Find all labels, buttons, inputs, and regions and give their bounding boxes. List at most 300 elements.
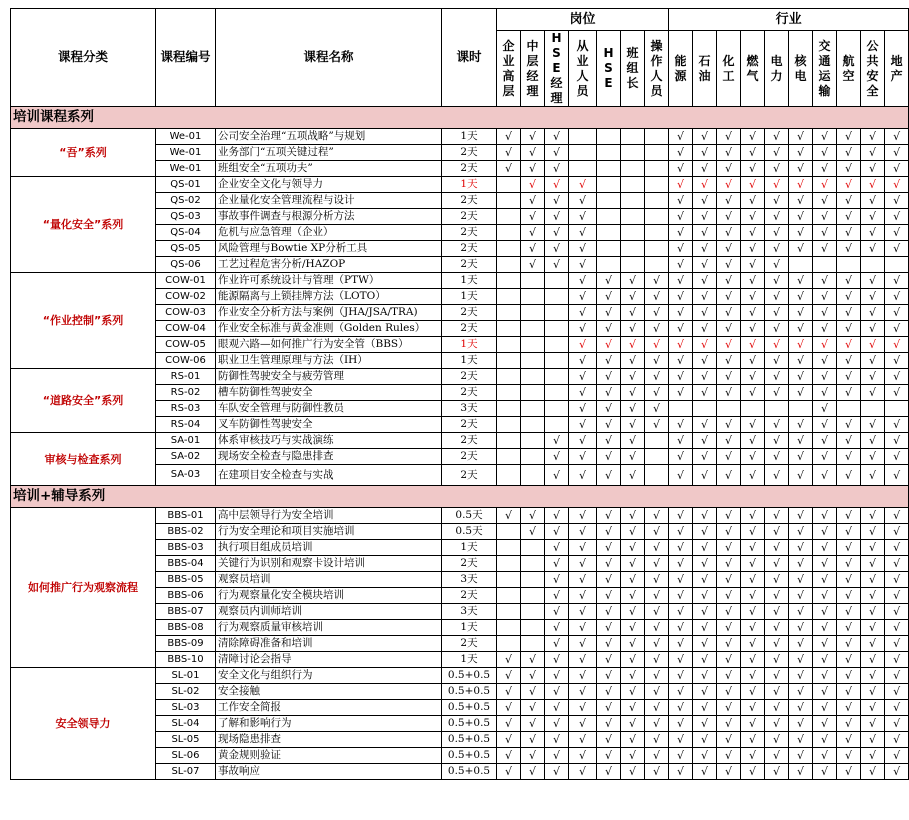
check-cell: √ bbox=[497, 161, 521, 177]
check-cell: √ bbox=[885, 748, 909, 764]
check-cell bbox=[521, 305, 545, 321]
check-cell: √ bbox=[837, 209, 861, 225]
check-cell: √ bbox=[569, 604, 597, 620]
check-cell bbox=[521, 273, 545, 289]
course-code: BBS-07 bbox=[156, 604, 216, 620]
check-cell bbox=[497, 620, 521, 636]
check-cell: √ bbox=[789, 225, 813, 241]
course-code: We-01 bbox=[156, 145, 216, 161]
check-cell: √ bbox=[837, 161, 861, 177]
check-cell: √ bbox=[545, 449, 569, 465]
check-cell: √ bbox=[545, 508, 569, 524]
course-name: 高中层领导行为安全培训 bbox=[216, 508, 442, 524]
check-cell: √ bbox=[741, 257, 765, 273]
header-char: 公 bbox=[866, 38, 879, 53]
check-cell: √ bbox=[621, 524, 645, 540]
check-cell: √ bbox=[521, 748, 545, 764]
check-cell: √ bbox=[885, 668, 909, 684]
check-cell bbox=[645, 449, 669, 465]
check-cell bbox=[645, 433, 669, 449]
table-row bbox=[11, 273, 909, 289]
check-cell: √ bbox=[813, 732, 837, 748]
check-cell: √ bbox=[545, 433, 569, 449]
header-char: 共 bbox=[866, 53, 879, 68]
check-cell bbox=[497, 321, 521, 337]
check-cell: √ bbox=[597, 321, 621, 337]
check-cell: √ bbox=[645, 572, 669, 588]
check-cell: √ bbox=[621, 668, 645, 684]
check-cell: √ bbox=[669, 604, 693, 620]
check-cell: √ bbox=[861, 353, 885, 369]
check-cell: √ bbox=[813, 652, 837, 668]
section-row bbox=[11, 107, 909, 129]
header-char: 电 bbox=[794, 68, 807, 83]
check-cell: √ bbox=[669, 145, 693, 161]
header-char: 企 bbox=[502, 38, 515, 53]
check-cell: √ bbox=[597, 620, 621, 636]
header-char: 员 bbox=[650, 83, 663, 98]
check-cell: √ bbox=[645, 321, 669, 337]
check-cell: √ bbox=[693, 257, 717, 273]
header-char: E bbox=[552, 61, 561, 75]
header-char: 力 bbox=[770, 68, 783, 83]
course-hours: 2天 bbox=[442, 209, 497, 225]
check-cell bbox=[497, 604, 521, 620]
check-cell: √ bbox=[621, 684, 645, 700]
course-hours: 0.5+0.5 bbox=[442, 764, 497, 780]
check-cell: √ bbox=[545, 524, 569, 540]
course-code: BBS-10 bbox=[156, 652, 216, 668]
header-char: 能 bbox=[674, 53, 687, 68]
check-cell: √ bbox=[837, 684, 861, 700]
check-cell: √ bbox=[717, 145, 741, 161]
check-cell: √ bbox=[813, 369, 837, 385]
check-cell: √ bbox=[569, 417, 597, 433]
course-name: 关键行为识别和观察卡设计培训 bbox=[216, 556, 442, 572]
check-cell: √ bbox=[569, 385, 597, 401]
check-cell: √ bbox=[813, 604, 837, 620]
check-cell: √ bbox=[717, 241, 741, 257]
course-hours: 1天 bbox=[442, 177, 497, 193]
check-cell: √ bbox=[789, 524, 813, 540]
header-char: 层 bbox=[502, 83, 515, 98]
check-cell: √ bbox=[669, 353, 693, 369]
check-cell: √ bbox=[645, 668, 669, 684]
course-hours: 0.5+0.5 bbox=[442, 732, 497, 748]
check-cell: √ bbox=[597, 353, 621, 369]
check-cell: √ bbox=[765, 716, 789, 732]
check-cell: √ bbox=[645, 588, 669, 604]
check-cell: √ bbox=[885, 636, 909, 652]
check-cell: √ bbox=[645, 305, 669, 321]
course-name: 作业许可系统设计与管理（PTW） bbox=[216, 273, 442, 289]
check-cell: √ bbox=[861, 572, 885, 588]
header-char: 人 bbox=[650, 68, 663, 83]
check-cell: √ bbox=[813, 716, 837, 732]
check-cell: √ bbox=[717, 417, 741, 433]
course-hours: 2天 bbox=[442, 193, 497, 209]
industry-header bbox=[837, 31, 861, 107]
header-char: 空 bbox=[842, 68, 855, 83]
check-cell bbox=[545, 305, 569, 321]
check-cell: √ bbox=[861, 417, 885, 433]
check-cell: √ bbox=[813, 508, 837, 524]
check-cell: √ bbox=[621, 305, 645, 321]
table-row bbox=[11, 177, 909, 193]
check-cell: √ bbox=[885, 225, 909, 241]
check-cell: √ bbox=[669, 129, 693, 145]
course-code: RS-02 bbox=[156, 385, 216, 401]
check-cell: √ bbox=[765, 273, 789, 289]
check-cell: √ bbox=[885, 508, 909, 524]
check-cell bbox=[597, 177, 621, 193]
check-cell: √ bbox=[597, 465, 621, 486]
check-cell: √ bbox=[789, 449, 813, 465]
check-cell: √ bbox=[693, 684, 717, 700]
position-header bbox=[497, 31, 521, 107]
check-cell: √ bbox=[621, 385, 645, 401]
check-cell: √ bbox=[669, 209, 693, 225]
check-cell bbox=[837, 257, 861, 273]
course-hours: 1天 bbox=[442, 353, 497, 369]
check-cell: √ bbox=[741, 764, 765, 780]
check-cell: √ bbox=[813, 145, 837, 161]
industry-header bbox=[861, 31, 885, 107]
check-cell: √ bbox=[621, 273, 645, 289]
course-hours: 2天 bbox=[442, 225, 497, 241]
check-cell: √ bbox=[569, 716, 597, 732]
course-name: 防御性驾驶安全与疲劳管理 bbox=[216, 369, 442, 385]
check-cell: √ bbox=[837, 620, 861, 636]
check-cell: √ bbox=[669, 620, 693, 636]
course-hours: 2天 bbox=[442, 161, 497, 177]
check-cell: √ bbox=[621, 337, 645, 353]
check-cell: √ bbox=[621, 620, 645, 636]
course-name: 事故响应 bbox=[216, 764, 442, 780]
check-cell: √ bbox=[669, 257, 693, 273]
check-cell: √ bbox=[693, 433, 717, 449]
check-cell bbox=[497, 524, 521, 540]
check-cell: √ bbox=[597, 588, 621, 604]
table-body bbox=[11, 107, 909, 780]
check-cell: √ bbox=[885, 321, 909, 337]
check-cell bbox=[645, 241, 669, 257]
check-cell: √ bbox=[545, 764, 569, 780]
check-cell: √ bbox=[789, 732, 813, 748]
check-cell: √ bbox=[645, 764, 669, 780]
check-cell: √ bbox=[837, 700, 861, 716]
check-cell: √ bbox=[621, 764, 645, 780]
course-hours: 1天 bbox=[442, 273, 497, 289]
check-cell: √ bbox=[693, 209, 717, 225]
check-cell: √ bbox=[521, 193, 545, 209]
check-cell: √ bbox=[861, 604, 885, 620]
check-cell: √ bbox=[545, 177, 569, 193]
check-cell: √ bbox=[789, 572, 813, 588]
check-cell: √ bbox=[741, 652, 765, 668]
check-cell: √ bbox=[717, 540, 741, 556]
check-cell: √ bbox=[741, 748, 765, 764]
check-cell: √ bbox=[861, 449, 885, 465]
check-cell: √ bbox=[813, 572, 837, 588]
check-cell: √ bbox=[717, 636, 741, 652]
check-cell: √ bbox=[885, 684, 909, 700]
header-name: 课程名称 bbox=[216, 9, 442, 107]
check-cell: √ bbox=[837, 305, 861, 321]
course-code: COW-06 bbox=[156, 353, 216, 369]
check-cell: √ bbox=[569, 289, 597, 305]
check-cell: √ bbox=[569, 540, 597, 556]
course-name: 风险管理与Bowtie XP分析工具 bbox=[216, 241, 442, 257]
check-cell: √ bbox=[837, 748, 861, 764]
check-cell: √ bbox=[645, 620, 669, 636]
course-code: SL-07 bbox=[156, 764, 216, 780]
check-cell: √ bbox=[717, 225, 741, 241]
header-char: 人 bbox=[576, 68, 589, 83]
check-cell bbox=[621, 129, 645, 145]
check-cell: √ bbox=[669, 732, 693, 748]
check-cell bbox=[813, 257, 837, 273]
check-cell: √ bbox=[717, 572, 741, 588]
course-hours: 2天 bbox=[442, 385, 497, 401]
check-cell: √ bbox=[741, 636, 765, 652]
check-cell: √ bbox=[669, 273, 693, 289]
check-cell: √ bbox=[837, 604, 861, 620]
check-cell: √ bbox=[837, 449, 861, 465]
check-cell: √ bbox=[669, 588, 693, 604]
table-row bbox=[11, 369, 909, 385]
check-cell: √ bbox=[545, 668, 569, 684]
check-cell: √ bbox=[645, 337, 669, 353]
check-cell bbox=[569, 145, 597, 161]
check-cell: √ bbox=[765, 604, 789, 620]
course-hours: 1天 bbox=[442, 620, 497, 636]
header-char: 航 bbox=[842, 53, 855, 68]
check-cell: √ bbox=[693, 540, 717, 556]
check-cell: √ bbox=[569, 241, 597, 257]
check-cell: √ bbox=[837, 636, 861, 652]
course-hours: 2天 bbox=[442, 321, 497, 337]
course-code: SL-01 bbox=[156, 668, 216, 684]
check-cell: √ bbox=[813, 540, 837, 556]
check-cell bbox=[521, 465, 545, 486]
check-cell: √ bbox=[569, 572, 597, 588]
header-char: 组 bbox=[626, 61, 639, 75]
check-cell: √ bbox=[717, 209, 741, 225]
check-cell: √ bbox=[569, 732, 597, 748]
table-row bbox=[11, 433, 909, 449]
check-cell: √ bbox=[621, 588, 645, 604]
check-cell: √ bbox=[741, 417, 765, 433]
check-cell: √ bbox=[497, 700, 521, 716]
check-cell bbox=[497, 417, 521, 433]
check-cell: √ bbox=[885, 433, 909, 449]
check-cell bbox=[789, 401, 813, 417]
check-cell: √ bbox=[669, 524, 693, 540]
check-cell: √ bbox=[861, 540, 885, 556]
course-hours: 2天 bbox=[442, 417, 497, 433]
header-char: 输 bbox=[818, 83, 831, 98]
course-code: SA-03 bbox=[156, 465, 216, 486]
check-cell: √ bbox=[813, 385, 837, 401]
check-cell: √ bbox=[789, 193, 813, 209]
check-cell: √ bbox=[741, 161, 765, 177]
header-char: 交 bbox=[818, 38, 831, 53]
check-cell: √ bbox=[789, 465, 813, 486]
check-cell: √ bbox=[765, 636, 789, 652]
check-cell: √ bbox=[765, 588, 789, 604]
section-title: 培训+辅导系列 bbox=[11, 486, 909, 508]
check-cell: √ bbox=[837, 588, 861, 604]
course-name: 行为观察量化安全模块培训 bbox=[216, 588, 442, 604]
check-cell: √ bbox=[813, 161, 837, 177]
check-cell: √ bbox=[885, 161, 909, 177]
check-cell: √ bbox=[741, 465, 765, 486]
course-code: BBS-08 bbox=[156, 620, 216, 636]
check-cell: √ bbox=[669, 321, 693, 337]
check-cell: √ bbox=[861, 716, 885, 732]
check-cell: √ bbox=[545, 716, 569, 732]
check-cell bbox=[545, 417, 569, 433]
check-cell: √ bbox=[621, 636, 645, 652]
check-cell: √ bbox=[813, 209, 837, 225]
check-cell: √ bbox=[861, 652, 885, 668]
course-name: 安全接触 bbox=[216, 684, 442, 700]
header-char: 经 bbox=[550, 76, 563, 90]
check-cell: √ bbox=[669, 305, 693, 321]
check-cell: √ bbox=[741, 433, 765, 449]
check-cell: √ bbox=[741, 540, 765, 556]
header-char: 业 bbox=[502, 53, 515, 68]
check-cell: √ bbox=[741, 732, 765, 748]
industry-header bbox=[693, 31, 717, 107]
check-cell: √ bbox=[789, 241, 813, 257]
check-cell: √ bbox=[885, 620, 909, 636]
check-cell: √ bbox=[885, 337, 909, 353]
check-cell bbox=[497, 273, 521, 289]
check-cell: √ bbox=[717, 177, 741, 193]
check-cell bbox=[497, 636, 521, 652]
course-hours: 0.5天 bbox=[442, 524, 497, 540]
check-cell: √ bbox=[885, 385, 909, 401]
check-cell bbox=[621, 209, 645, 225]
course-name: 企业量化安全管理流程与设计 bbox=[216, 193, 442, 209]
check-cell bbox=[521, 433, 545, 449]
check-cell: √ bbox=[569, 433, 597, 449]
check-cell: √ bbox=[837, 732, 861, 748]
check-cell: √ bbox=[861, 465, 885, 486]
check-cell: √ bbox=[885, 369, 909, 385]
check-cell: √ bbox=[885, 732, 909, 748]
check-cell: √ bbox=[789, 556, 813, 572]
check-cell: √ bbox=[861, 588, 885, 604]
check-cell: √ bbox=[693, 716, 717, 732]
check-cell: √ bbox=[765, 193, 789, 209]
check-cell: √ bbox=[837, 417, 861, 433]
course-hours: 0.5+0.5 bbox=[442, 716, 497, 732]
check-cell: √ bbox=[693, 273, 717, 289]
header-char: 长 bbox=[626, 76, 639, 90]
course-hours: 2天 bbox=[442, 588, 497, 604]
check-cell: √ bbox=[597, 700, 621, 716]
check-cell: √ bbox=[837, 369, 861, 385]
check-cell: √ bbox=[789, 764, 813, 780]
check-cell: √ bbox=[645, 732, 669, 748]
check-cell: √ bbox=[597, 305, 621, 321]
check-cell: √ bbox=[861, 620, 885, 636]
check-cell: √ bbox=[569, 273, 597, 289]
course-code: SL-05 bbox=[156, 732, 216, 748]
check-cell bbox=[521, 401, 545, 417]
check-cell bbox=[497, 257, 521, 273]
header-char: 员 bbox=[576, 83, 589, 98]
check-cell: √ bbox=[545, 636, 569, 652]
check-cell: √ bbox=[813, 433, 837, 449]
check-cell bbox=[521, 321, 545, 337]
check-cell bbox=[497, 588, 521, 604]
section-row bbox=[11, 486, 909, 508]
check-cell: √ bbox=[693, 305, 717, 321]
check-cell: √ bbox=[693, 700, 717, 716]
check-cell: √ bbox=[813, 289, 837, 305]
check-cell: √ bbox=[545, 465, 569, 486]
header-industry-group: 行业 bbox=[669, 9, 909, 31]
check-cell: √ bbox=[621, 652, 645, 668]
check-cell: √ bbox=[717, 684, 741, 700]
check-cell: √ bbox=[545, 540, 569, 556]
course-name: 工艺过程危害分析/HAZOP bbox=[216, 257, 442, 273]
check-cell bbox=[597, 129, 621, 145]
check-cell bbox=[885, 257, 909, 273]
course-code: BBS-09 bbox=[156, 636, 216, 652]
check-cell: √ bbox=[765, 700, 789, 716]
check-cell: √ bbox=[693, 225, 717, 241]
check-cell: √ bbox=[813, 700, 837, 716]
check-cell: √ bbox=[885, 604, 909, 620]
check-cell: √ bbox=[837, 321, 861, 337]
course-code: BBS-01 bbox=[156, 508, 216, 524]
check-cell bbox=[597, 209, 621, 225]
check-cell: √ bbox=[789, 684, 813, 700]
check-cell: √ bbox=[597, 508, 621, 524]
check-cell: √ bbox=[741, 588, 765, 604]
check-cell: √ bbox=[521, 700, 545, 716]
check-cell: √ bbox=[621, 449, 645, 465]
check-cell: √ bbox=[861, 385, 885, 401]
check-cell: √ bbox=[789, 305, 813, 321]
check-cell bbox=[861, 257, 885, 273]
check-cell: √ bbox=[837, 764, 861, 780]
check-cell: √ bbox=[837, 652, 861, 668]
check-cell: √ bbox=[741, 353, 765, 369]
header-char: S bbox=[552, 46, 561, 60]
check-cell: √ bbox=[789, 129, 813, 145]
check-cell bbox=[569, 161, 597, 177]
check-cell: √ bbox=[765, 748, 789, 764]
section-title: 培训课程系列 bbox=[11, 107, 909, 129]
course-hours: 0.5+0.5 bbox=[442, 748, 497, 764]
header-char: 工 bbox=[722, 68, 735, 83]
header-char: 石 bbox=[698, 53, 711, 68]
check-cell bbox=[497, 540, 521, 556]
header-char: H bbox=[603, 46, 614, 60]
category-cell: 安全领导力 bbox=[11, 668, 156, 780]
check-cell: √ bbox=[861, 748, 885, 764]
check-cell: √ bbox=[621, 540, 645, 556]
check-cell: √ bbox=[521, 732, 545, 748]
check-cell: √ bbox=[693, 193, 717, 209]
check-cell: √ bbox=[521, 129, 545, 145]
